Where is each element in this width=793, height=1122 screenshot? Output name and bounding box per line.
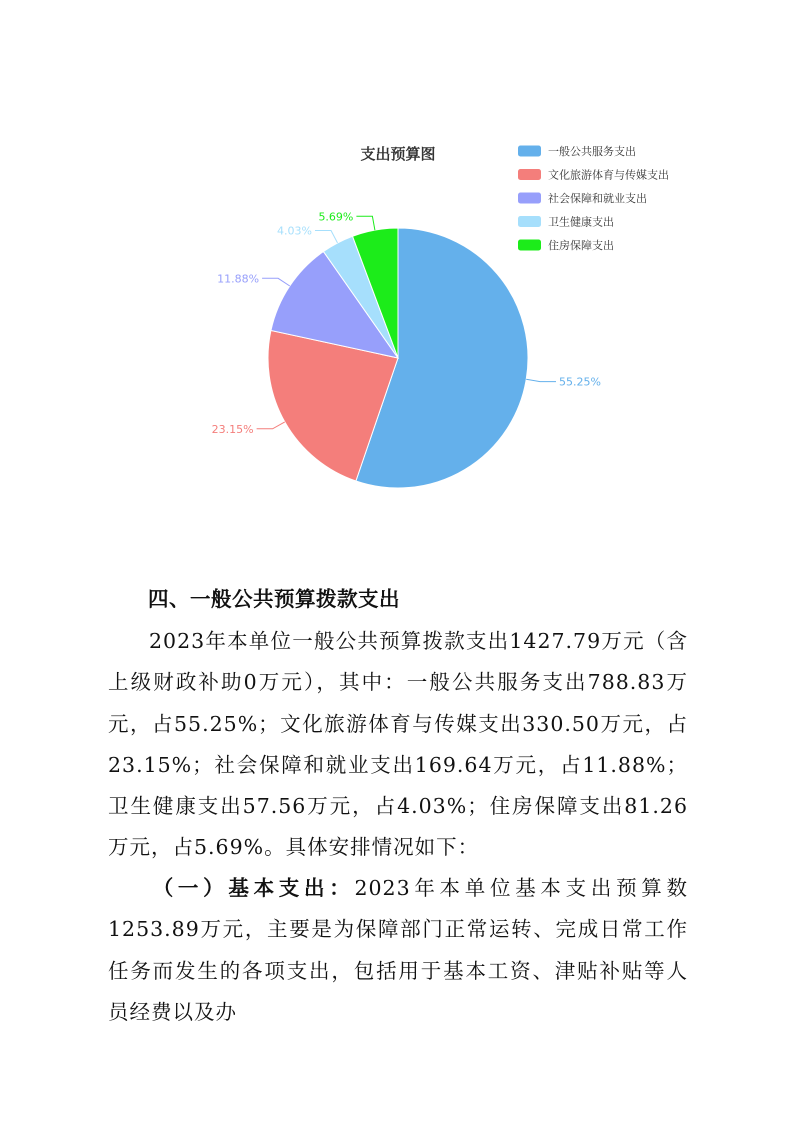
legend-label-5: 住房保障支出 [548,239,614,252]
legend-swatch-4 [518,216,541,227]
legend-label-2: 文化旅游体育与传媒支出 [548,168,669,182]
legend-swatch-5 [518,240,541,251]
paragraph-appropriation-text: 2023年本单位一般公共预算拨款支出1427.79万元（含上级财政补助0万元），其中：一般公共服务支出788.83万元，占55.25%；文化旅游体育与传媒支出330.50万元，占23.15%；社会保障和就业支出169.64万元，占11.88%；卫生健康支出57.56万元，占4.03%；住房保障支出81.26万元，占5.69%。具体安排情况如下： [108,629,688,860]
paragraph-basic-expenditure [108,868,688,1033]
label-line-2 [257,422,285,429]
slice-label-2: 23.15% [211,422,254,436]
legend-label-1: 一般公共服务支出 [548,145,636,158]
legend-label-4: 卫生健康支出 [548,215,614,229]
label-line-1 [526,379,556,381]
legend-label-3: 社会保障和就业支出 [548,192,647,205]
expenditure-pie-chart [0,0,793,540]
label-line-4 [315,231,338,243]
slice-label-5: 5.69% [318,210,354,224]
section-heading: 四、一般公共预算拨款支出 [148,587,400,611]
legend-swatch-3 [518,193,541,204]
slice-label-4: 4.03% [277,224,312,238]
label-line-3 [262,278,290,286]
chart-title: 支出预算图 [360,145,436,163]
basic-expenditure-text: 2023年本单位基本支出预算数1253.89万元，主要是为保障部门正常运转、完成日常工作任务而发生的各项支出，包括用于基本工资、津贴补贴等人员经费以及办 [108,876,689,1024]
slice-label-3: 11.88% [217,272,260,286]
slice-label-1: 55.25% [559,375,601,389]
legend-swatch-2 [518,169,541,180]
legend-swatch-1 [518,146,541,157]
paragraph-appropriation [108,621,688,869]
label-line-5 [356,216,375,230]
basic-expenditure-lead: （一）基本支出： [149,876,355,900]
